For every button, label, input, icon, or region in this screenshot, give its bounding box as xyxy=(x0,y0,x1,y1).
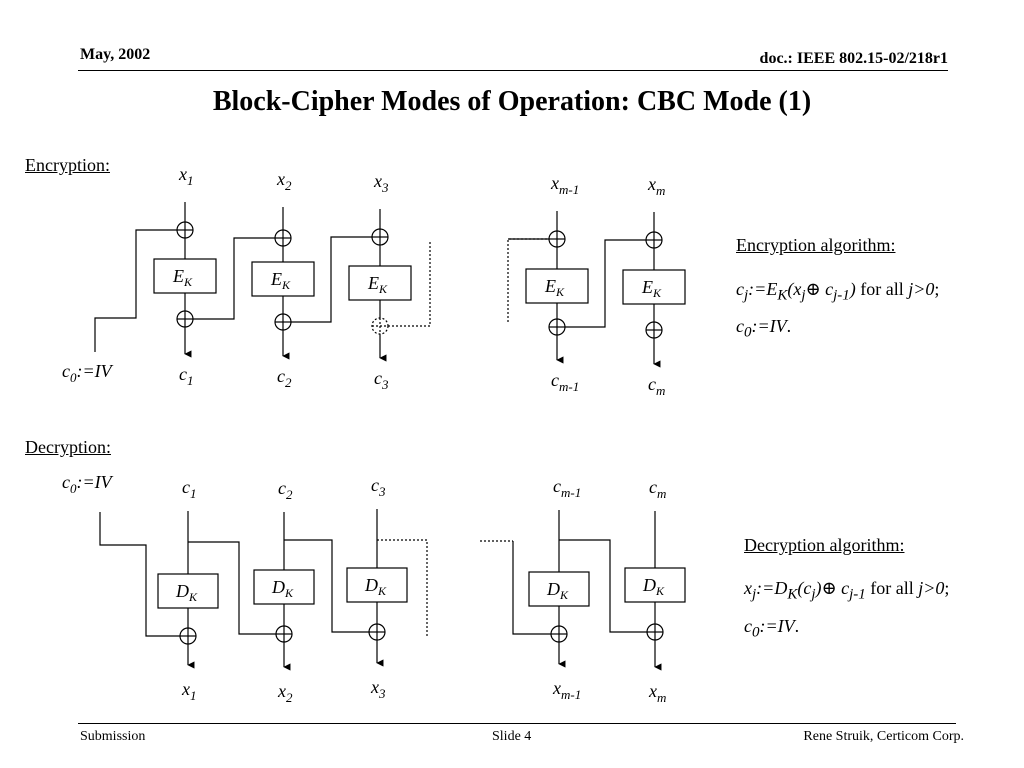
enc-xor-top-5 xyxy=(646,232,662,248)
svg-text:DK: $D_K$ xyxy=(643,575,665,598)
enc-block-1 xyxy=(154,259,216,293)
enc-xor-top-4 xyxy=(549,231,565,247)
enc-chain-node-1 xyxy=(177,311,193,327)
enc-chain-node-4 xyxy=(549,319,565,335)
enc-output-label-3: $c_3$ xyxy=(374,368,389,392)
dec-xor-5 xyxy=(647,624,663,640)
encryption-algorithm-iv: $c_0:=IV$. xyxy=(736,316,792,341)
enc-xor-top-3 xyxy=(372,229,388,245)
dec-input-label-2: $c_2$ xyxy=(278,478,293,502)
decryption-diagram xyxy=(62,472,685,705)
svg-text:DK: $D_K$ xyxy=(365,575,387,598)
svg-text:DK: $D_K$ xyxy=(272,577,294,600)
dec-xor-1 xyxy=(180,628,196,644)
enc-block-3 xyxy=(349,266,411,300)
dec-output-label-4: $x_{m-1}$ xyxy=(553,678,582,702)
enc-iv-label: $c_0:=IV$ xyxy=(62,361,112,385)
dec-xor-4 xyxy=(551,626,567,642)
enc-input-label-3: $x_3$ xyxy=(374,171,389,195)
svg-text:EK: $E_K$ xyxy=(173,266,193,289)
enc-chain-node-5 xyxy=(646,322,662,338)
decryption-algorithm-iv: $c_0:=IV$. xyxy=(744,616,800,641)
dec-input-label-4: $c_{m-1}$ xyxy=(553,476,582,500)
encryption-algorithm-title: Encryption algorithm: xyxy=(736,235,896,255)
encryption-algorithm-formula: $c_j:=E_K(x_j\oplus$ $c_{j-1}$) for all j>0; xyxy=(736,279,940,304)
enc-block-4 xyxy=(526,269,588,303)
enc-xor-top-2 xyxy=(275,230,291,246)
header-date: May, 2002 xyxy=(80,46,151,63)
svg-text:EK: $E_K$ xyxy=(642,277,662,300)
enc-output-label-1: $c_1$ xyxy=(179,364,194,388)
footer-slide-number: Slide 4 xyxy=(492,729,532,744)
dec-block-4 xyxy=(529,572,589,606)
enc-output-label-2: $c_2$ xyxy=(277,366,292,390)
enc-xor-top-1 xyxy=(177,222,193,238)
footer-rule xyxy=(78,723,956,724)
dec-input-label-5: $c_m$ xyxy=(649,477,667,501)
enc-output-label-4: $c_{m-1}$ xyxy=(551,370,580,394)
decryption-algorithm-title: Decryption algorithm: xyxy=(744,535,905,555)
enc-input-label-5: $x_m$ xyxy=(648,174,666,198)
svg-text:EK: $E_K$ xyxy=(271,269,291,292)
svg-text:DK: $D_K$ xyxy=(547,579,569,602)
dec-block-5 xyxy=(625,568,685,602)
decryption-algorithm-formula: $x_j:=D_K(c_j)\oplus$ $c_{j-1}$ for all j>0; xyxy=(744,578,950,603)
footer-submission: Submission xyxy=(80,729,146,744)
decryption-label: Decryption: xyxy=(25,437,111,457)
dec-output-label-1: $x_1$ xyxy=(182,679,197,703)
enc-input-label-1: $x_1$ xyxy=(179,164,194,188)
enc-input-label-4: $x_{m-1}$ xyxy=(551,173,580,197)
dec-block-2 xyxy=(254,570,314,604)
enc-output-label-5: $c_m$ xyxy=(648,374,666,398)
dec-block-1 xyxy=(158,574,218,608)
dec-xor-2 xyxy=(276,626,292,642)
footer-author: Rene Struik, Certicom Corp. xyxy=(803,729,964,744)
svg-text:EK: $E_K$ xyxy=(545,276,565,299)
dec-input-label-1: $c_1$ xyxy=(182,477,197,501)
enc-chain-node-3 xyxy=(372,318,388,334)
svg-text:EK: $E_K$ xyxy=(368,273,388,296)
dec-output-label-3: $x_3$ xyxy=(371,677,386,701)
enc-chain-node-2 xyxy=(275,314,291,330)
encryption-diagram xyxy=(62,164,685,398)
enc-input-label-2: $x_2$ xyxy=(277,169,292,193)
dec-input-label-3: $c_3$ xyxy=(371,475,386,499)
dec-xor-3 xyxy=(369,624,385,640)
header-doc-id: doc.: IEEE 802.15-02/218r1 xyxy=(759,50,948,67)
slide-title: Block-Cipher Modes of Operation: CBC Mode (1) xyxy=(212,86,812,117)
dec-block-3 xyxy=(347,568,407,602)
encryption-label: Encryption: xyxy=(25,155,110,175)
dec-output-label-5: $x_m$ xyxy=(649,681,667,705)
dec-iv-label: $c_0:=IV$ xyxy=(62,472,112,496)
enc-block-2 xyxy=(252,262,314,296)
dec-output-label-2: $x_2$ xyxy=(278,681,293,705)
enc-block-5 xyxy=(623,270,685,304)
svg-text:DK: $D_K$ xyxy=(176,581,198,604)
